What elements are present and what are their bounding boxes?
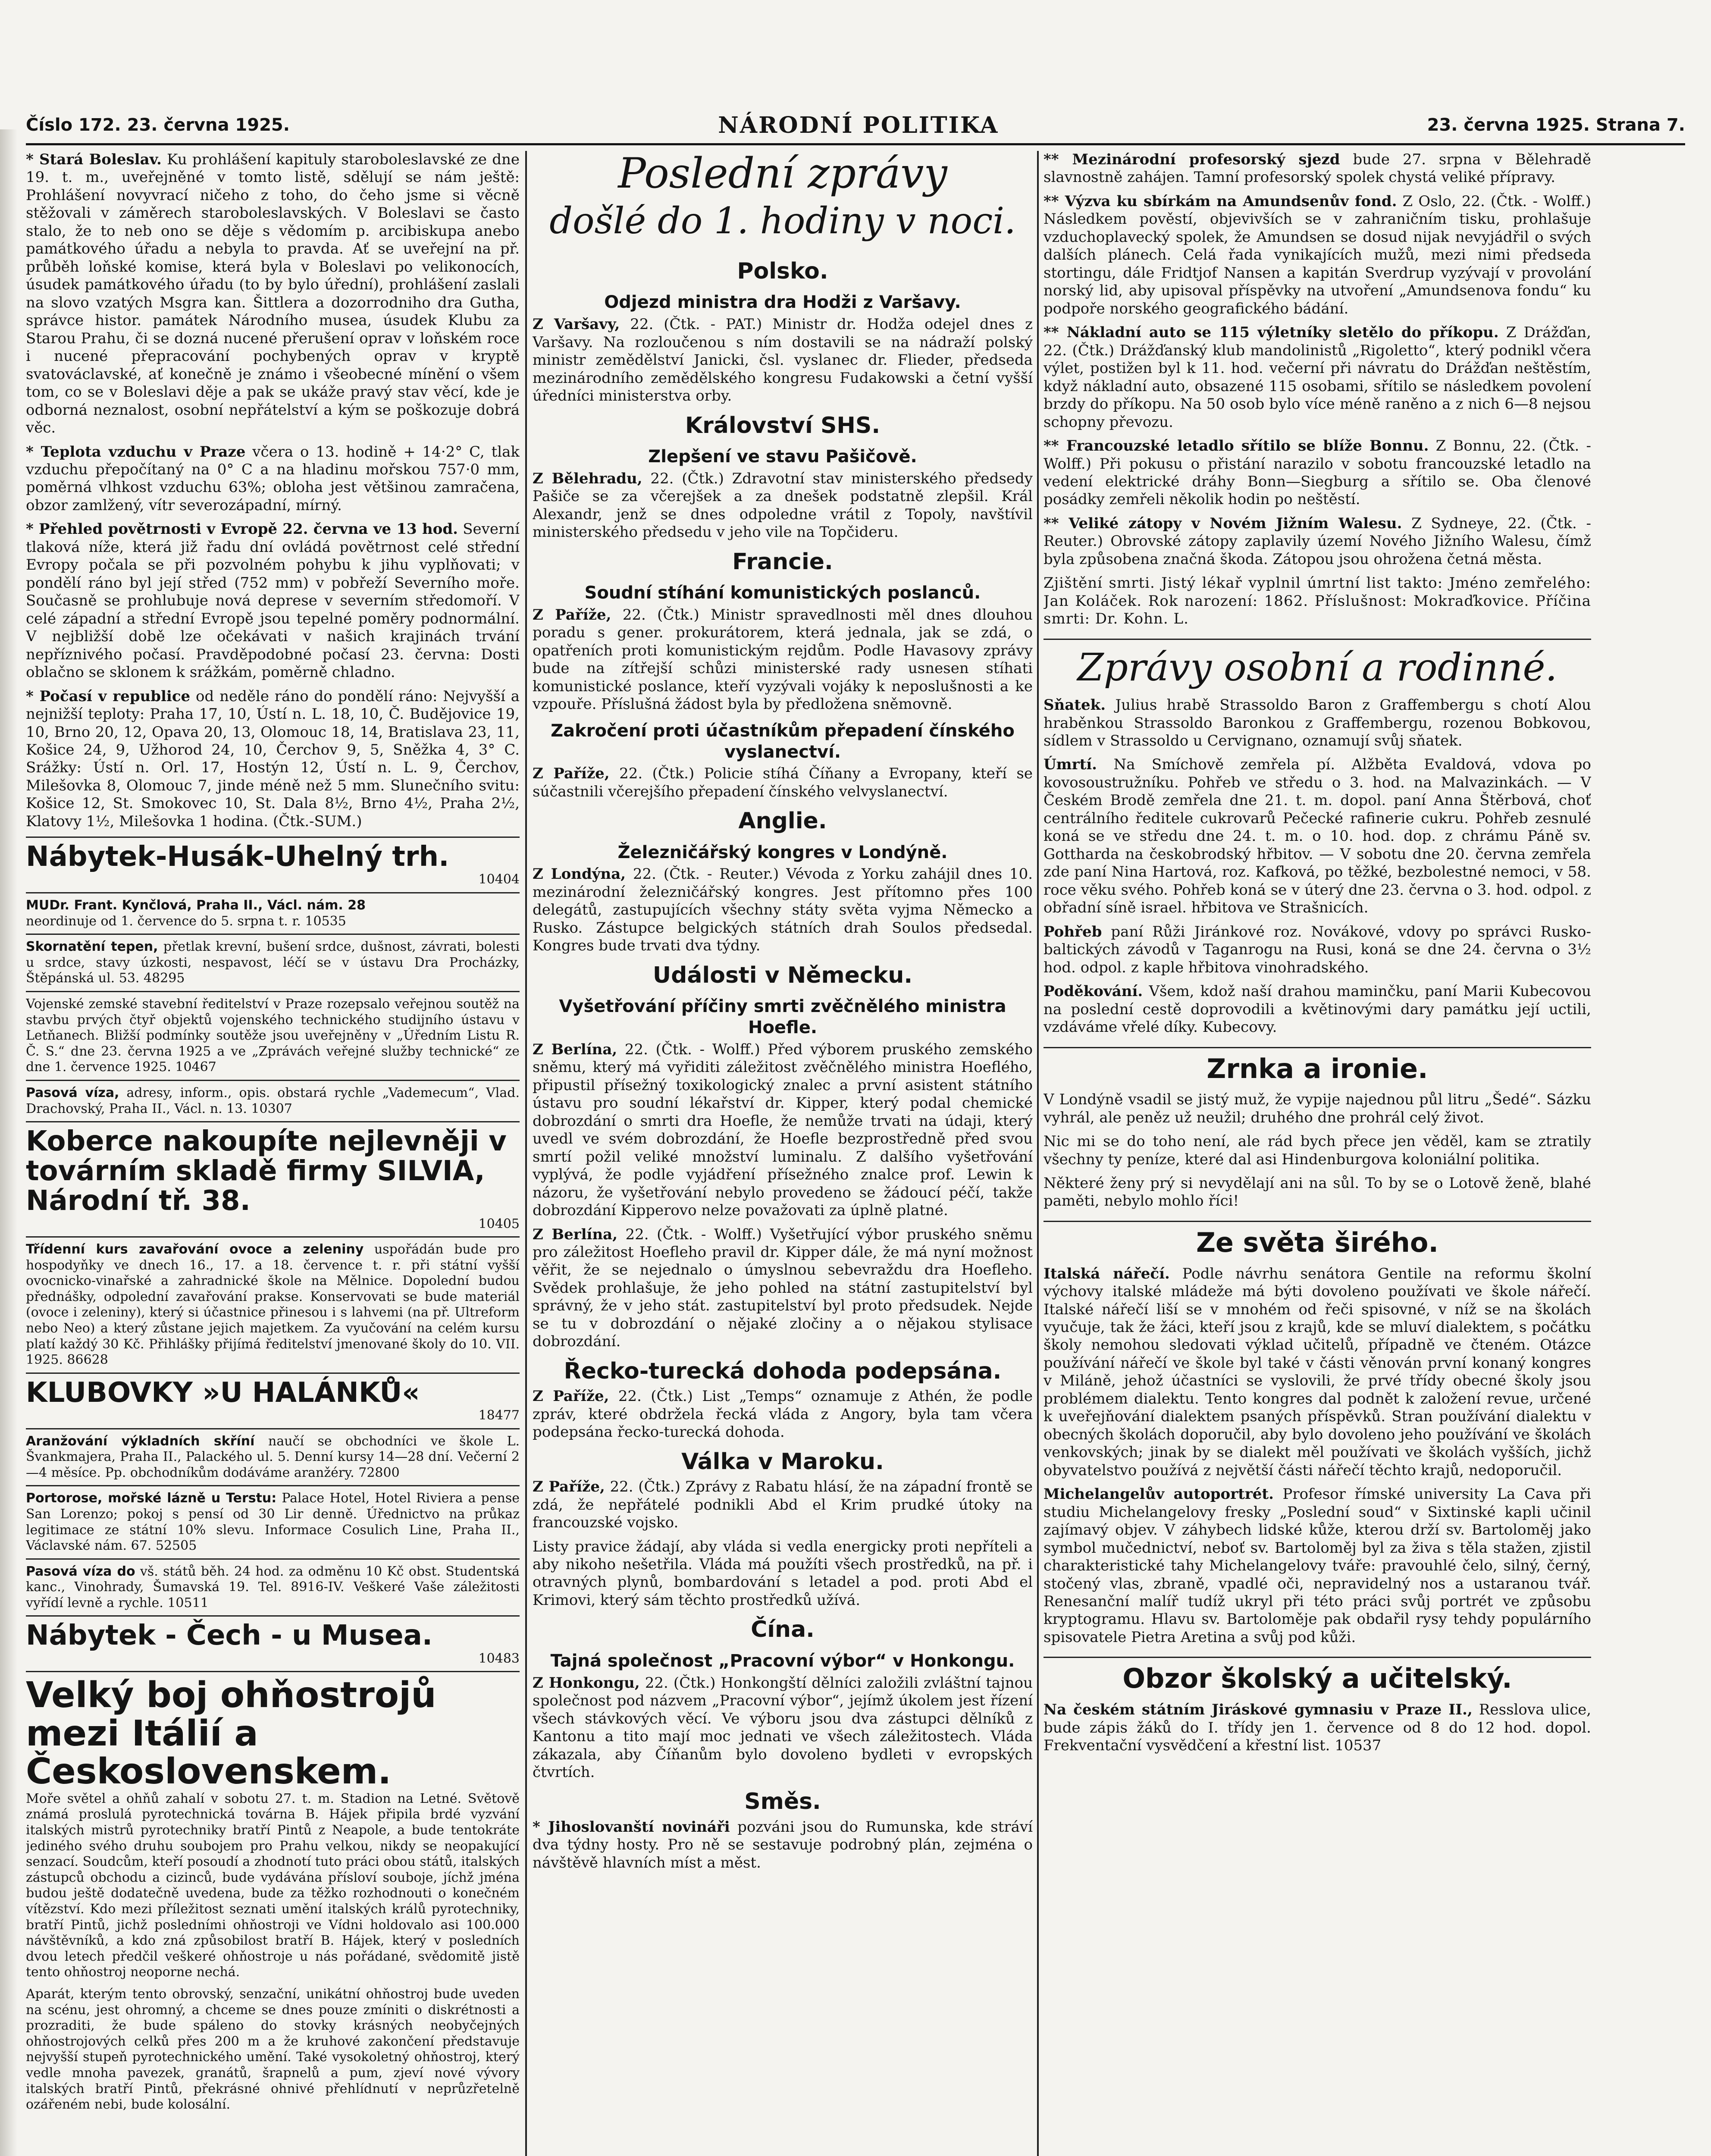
article-lead: * Přehled povětrnosti v Evropě 22. června ve 13 hod. <box>26 520 458 538</box>
country-heading: Polsko. <box>737 258 828 284</box>
article-heading: Tajná společnost „Pracovní výbor“ v Honkongu. <box>550 1651 1015 1671</box>
country-heading: Události v Německu. <box>652 962 913 988</box>
dateline: Z Honkongu, <box>533 1674 640 1692</box>
article-lead: Italská nářečí. <box>1044 1265 1170 1282</box>
ad-body: naučí se obchodníci ve škole L. Švankmajera, Praha II., Palackého ul. 5. Denní kursy 14—28 dní. Večerní 2—4 měsíce. Pp. obchodníkům dodáváme aranžéry. 72800 <box>26 1433 520 1480</box>
dateline: Z Londýna, <box>533 865 626 883</box>
ad-body: přetlak krevní, bušení srdce, dušnost, závrati, bolesti u srdce, stavy úzkosti, nespavost, léčí se v ústavu Dra Procházky, Štěpánská ul. 53. 48295 <box>26 939 520 986</box>
article <box>1044 923 1591 977</box>
article-body: 22. (Čtk. - PAT.) Ministr dr. Hodža odejel dnes z Varšavy. Na rozloučenou s ním dostavili se na nádraží polský ministr zemědělství Janicki, čsl. vyslanec dr. Flieder, předseda mezinárodního zemědělského kongresu Fudakowski a četní vyšší úředníci ministerstva orby. <box>533 316 1033 405</box>
column-separator <box>1037 151 1039 2156</box>
ad-headline: KLUBOVKY »U HALÁNKŮ« <box>26 1376 420 1409</box>
advertisement <box>26 1671 520 2123</box>
article <box>26 151 520 437</box>
article-body: 22. (Čtk.) Zprávy z Rabatu hlásí, že na západní frontě se zdá, že nepřátelé podnikli Abd el Krim prudké útoky na francouzské vojsko. <box>533 1478 1033 1532</box>
article-lead: * Stará Boleslav. <box>26 151 162 168</box>
article <box>1044 756 1591 917</box>
section-heading: Zrnka a ironie. <box>1044 1047 1591 1085</box>
ad-body: neordinuje od 1. července do 5. srpna t. r. 10535 <box>26 913 346 929</box>
article-heading: Soudní stíhání komunistických poslanců. <box>584 583 981 603</box>
masthead: NÁRODNÍ POLITIKA <box>718 112 999 138</box>
article-lead: * Jihoslovanští novináři <box>533 1818 730 1836</box>
article <box>533 1674 1033 1782</box>
advertisement <box>26 1236 520 1373</box>
ad-headline: Velký boj ohňostrojů mezi Itálií a Československem. <box>26 1675 436 1792</box>
article <box>1044 193 1591 318</box>
section-heading: Zprávy osobní a rodinné. <box>1044 639 1591 690</box>
ad-title: Třídenní kurs zavařování ovoce a zeleniny <box>26 1242 364 1257</box>
article-lead: ** Výzva ku sbírkám na Amundsenův fond. <box>1044 192 1397 210</box>
article-body: Severní tlaková níže, která již řadu dní ovládá povětrnost celé střední Evropy počala se při pozvolném pohybu k jihu vyplňovati; v pondělí ráno byl její střed (752 mm) v pobřeží Severního moře. Současně se prohlubuje nová deprese v severním středomoří. V celé západní a střední Evropě jsou tepelné poměry podnormální. V nejbližší době lze očekávati v našich krajinách trvání nepříznivého počasí. Pravděpodobné počasí 23. června: Dosti oblačno se sklonem k srážkám, poměrně chladno. <box>26 520 520 681</box>
ad-number: 18477 <box>478 1407 520 1423</box>
advertisement <box>26 837 520 892</box>
column-left <box>26 151 520 2156</box>
article-body: 22. (Čtk. - Wolff.) Před výborem pruského zemského sněmu, který má vyřiditi záležitost zvěčnělého ministra Hoeflého, připustil přísežný toxikologický znalec a první asistent státního ústavu pro soudní lékařství dr. Kipper, který podal chemické dobrozdání o smrti dra Hoefle, že nemůže trvati na údaji, který uvedl ve svém dobrozdání, že Hoefle bezprostředně před svou smrtí požil veliké množství luminalu. Z dalšího vyšetřování vyplývá, že podle vyjádření přísežného znalce prof. Lewin k názoru, že vyšetřování nebylo provedeno se žádoucí péčí, takže dobrozdání Kipperovo nelze považovati za úplně platné. <box>533 1040 1033 1219</box>
ad-body: Vojenské zemské stavební ředitelství v Praze rozepsalo veřejnou soutěž na stavbu prvých čtyř objektů vojenského technického studijního ústavu v Letňanech. Bližší podmínky soutěže jsou uveřejněny v „Úředním Listu R. Č. S.“ dne 23. června 1925 a ve „Zprávách veřejné služby technické“ ze dne 1. července 1925. 10467 <box>26 997 520 1075</box>
advertisement <box>26 1558 520 1616</box>
article-body: Resslova ulice, bude zápis žáků do I. třídy jen 1. července od 8 do 12 hod. dopol. Frekventační vysvědčení a křestní list. 10537 <box>1044 1701 1591 1754</box>
dateline: Z Berlína, <box>533 1225 618 1243</box>
dateline: Z Paříže, <box>533 765 610 783</box>
article <box>533 1226 1033 1351</box>
article-lead: Michelangelův autoportrét. <box>1044 1485 1274 1503</box>
ad-title: Pasová víza, <box>26 1085 119 1100</box>
article-lead: Pohřeb <box>1044 923 1102 940</box>
ad-headline: Nábytek-Husák-Uhelný trh. <box>26 841 449 873</box>
article-heading: Zlepšení ve stavu Pašičově. <box>648 447 917 467</box>
header-rule <box>26 143 1685 145</box>
article-body: Listy pravice žádají, aby vláda si vedla energicky proti nepříteli a aby nikoho nešetřila. Vláda má použíti všech prostředků, na př. i otravných plynů, bombardování s letadel a pod. proti Abd el Krimovi, který sám těchto prostředků užívá. <box>533 1538 1033 1609</box>
advertisement <box>26 892 520 934</box>
article-body: 22. (Čtk.) Zdravotní stav ministerského předsedy Pašiče se za včerejšek a za dnešek podstatně zlepšil. Král Alexandr, jenž se dnes odpoledne vrátil z Topoly, navštívil ministerského předsedu v jeho vile na Topčideru. <box>533 470 1033 541</box>
ad-body: adresy, inform., opis. obstará rychle „Vademecum“, Vlad. Drachovský, Praha II., Václ. n. 13. 10307 <box>26 1085 520 1116</box>
article <box>533 865 1033 955</box>
ad-title: MUDr. Frant. Kynčlová, Praha II., Václ. nám. 28 <box>26 898 366 913</box>
article-body: Ku prohlášení kapituly staroboleslavské ze dne 19. t. m., uveřejněné v tomto listě, sdělují se nám ještě: Prohlášení novyvrací ničeho z toho, do čeho jsme si věcně stěžovali v záměrech staroboleslavských. V Boleslavi se často stalo, že to neb ono se děje s vědomím p. arcibiskupa anebo památkového úřadu a nebyla to pravda. Ať se uveřejní na př. průběh loňské komise, která byla v Boleslavi po velikonocích, úsudek památkového úřadu (to by bylo úřední), prohlášení zaslali na slovo vzatých Msgra kan. Šittlera a dozorrodniho dra Gutha, správce histor. památek Národního musea, úsudek Klubu za Starou Prahu, či se dozná nucené přerušení oprav v loňském roce i nucené přepracování pochybených oprav v kryptě svatováclavské, ať konečně je známo i všeobecné mínění o všem tom, co se v Boleslavi děje a pak se ukáže pravý stav věcí, kde je odborná neznalost, osobní nepřátelství a kým se poškozuje dobrá věc. <box>26 151 520 437</box>
article <box>26 443 520 515</box>
article-heading: Odjezd ministra dra Hodži z Varšavy. <box>604 292 961 313</box>
article-body: Z Bonnu, 22. (Čtk. - Wolff.) Při pokusu o přistání narazilo v sobotu francouzské letadlo na vedení elektrické dráhy Bonn—Siegburg a sřítilo se. Oba členové posádky zemřeli několik hodin po neštěstí. <box>1044 437 1591 508</box>
country-heading: Království SHS. <box>685 412 881 439</box>
article <box>26 520 520 681</box>
article <box>533 1478 1033 1532</box>
ad-headline: Nábytek - Čech - u Musea. <box>26 1620 433 1652</box>
ad-headline: Koberce nakoupíte nejlevněji v továrním skladě firmy SILVIA, Národní tř. 38. <box>26 1125 507 1217</box>
article-body: včera o 13. hodině + 14·2° C, tlak vzduchu přepočítaný na 0° C a na hladinu mořskou 757·0 mm, poměrná vlhkost vzduchu 63%; obloha jest většinou zamračena, obzor zamlžený, vítr severozápadní, mírný. <box>26 443 520 514</box>
article <box>533 606 1033 714</box>
advertisement <box>26 1615 520 1671</box>
country-heading: Anglie. <box>738 808 827 834</box>
article-body: bude 27. srpna v Bělehradě slavnostně zahájen. Tamní profesorský spolek chystá veliké přípravy. <box>1044 151 1591 186</box>
article <box>533 1041 1033 1220</box>
country-heading: Směs. <box>744 1789 821 1815</box>
article-body: Zjištění smrti. Jistý lékař vyplnil úmrtní list takto: Jméno zemřelého: Jan Koláček. Rok narození: 1862. Příslušnost: Mokraďkovice. Příčina smrti: Dr. Kohn. L. <box>1044 574 1591 628</box>
article <box>26 688 520 831</box>
ad-body: Palace Hotel, Hotel Riviera a pense San Lorenzo; pokoj s pensí od 30 Lir denně. Úřednictvo na průkaz legitimace ze státní 10% slevu. Informace Cosulich Line, Praha II., Václavské nám. 67. 52505 <box>26 1491 520 1554</box>
article-lead: Úmrtí. <box>1044 756 1097 774</box>
article-body: 22. (Čtk.) Policie stíhá Číňany a Evropany, kteří se súčastnili včerejšího přepadení čínského velvyslanectví. <box>533 765 1033 800</box>
article-heading: Železničářský kongres v Londýně. <box>617 842 948 862</box>
header-right: 23. června 1925. Strana 7. <box>1427 115 1685 135</box>
article <box>533 316 1033 405</box>
dateline: Z Berlína, <box>533 1040 617 1058</box>
country-heading: Francie. <box>732 548 833 575</box>
article <box>1044 696 1591 750</box>
ad-title: Pasová víza do <box>26 1564 135 1579</box>
column-middle <box>533 151 1033 2156</box>
dateline: Z Varšavy, <box>533 316 620 333</box>
article-lead: * Teplota vzduchu v Praze <box>26 443 246 461</box>
article-body: Nic mi se do toho není, ale rád bych přece jen věděl, kam se ztratily všechny ty peníze, které dal asi Hindenburgova koloniální politika. <box>1044 1133 1591 1168</box>
dateline: Z Bělehradu, <box>533 470 642 487</box>
article <box>1044 515 1591 568</box>
article-body: Z Oslo, 22. (Čtk. - Wolff.) Následkem pověstí, objevivších se v zahraničním tisku, prohlašuje vzduchoplavecký spolek, že Amundsen se dosud nijak nevyjádřil o svých dalších plánech. Celá řada vynikajících mužů, mezi nimi předseda stortingu, dále Fridtjof Nansen a kapitán Sverdrup vyzývají v provolání norský lid, aby upisoval příspěvky na utvoření „Amundsenova fondu“ ku podpoře norského geografického bádání. <box>1044 192 1591 317</box>
article-body: V Londýně vsadil se jistý muž, že vypije najednou půl litru „Šedé“. Sázku vyhrál, ale peněz už neužil; druhého dne prohrál celý život. <box>1044 1091 1591 1126</box>
article-heading: Zakročení proti účastníkům přepadení čínského vyslanectví. <box>551 721 1015 762</box>
article-body: 22. (Čtk.) List „Temps“ oznamuje z Athén, že podle zpráv, které obdržela řecká vláda z Angory, byla tam včera podepsána řecko-turecká dohoda. <box>533 1388 1033 1441</box>
dateline: Z Paříže, <box>533 606 611 624</box>
advertisement <box>26 1080 520 1121</box>
article <box>533 1388 1033 1441</box>
article-body: pozváni jsou do Rumunska, kde stráví dva týdny hosty. Pro ně se sestavuje podrobný plán, zejména o návštěvě hlavních míst a měst. <box>533 1818 1033 1871</box>
page-header <box>26 110 1685 140</box>
ad-body: Moře světel a ohňů zahalí v sobotu 27. t. m. Stadion na Letné. Světově známá proslulá pyrotechnická továrna B. Hájek připila brdé vyzvání italských mistrů pyrotechniky bratří Pintů z Neapole, a bude tentokráte jediného svého druhu soubojem pro Prahu velkou, nikdy se neopakující senzací. Soudcům, kteří posoudí a zhodnotí tuto práci obou států, italských zástupců obchodu a cizinců, bude vydávána přísloví souboje, jíchž jména budou ještě dodatečně uvedena, bude za těžko rozhodnouti o konečném vítězství. Kdo mezi příležitost seznati umění italských králů pyrotechniky, bratří Pintů, jichž posledními ohňostroji ve Vídni holdovalo asi 100.000 návštěvníků, a kdo zná způsobilost bratří B. Hájek, který v posledních dvou letech předčil veškeré ohňostroje u nás pořádané, svědomitě jistě tento ohňostroj neoporne nechá. <box>26 1791 520 1980</box>
article <box>533 470 1033 542</box>
section-title: Poslední zprávy <box>618 151 947 197</box>
header-left: Číslo 172. 23. června 1925. <box>26 115 290 135</box>
article-lead: ** Nákladní auto se 115 výletníky sletělo do příkopu. <box>1044 324 1499 342</box>
article-heading: Vyšetřování příčiny smrti zvěčnělého ministra Hoefle. <box>559 997 1006 1038</box>
article-body: 22. (Čtk.) Honkongští dělníci založili zvláštní tajnou společnost pod názvem „Pracovní výbor“, jejímž úkolem jest řízení všech stávkových věcí. Ve výboru jsou dva zástupci dělníků z Kantonu a tito mají moc jednati ve všech záležitostech. Vláda zákazala, aby Číňanům bylo dovoleno bydleti v evropských čtvrtích. <box>533 1674 1033 1781</box>
article <box>1044 1485 1591 1646</box>
article-body: 22. (Čtk. - Reuter.) Vévoda z Yorku zahájil dnes 10. mezinárodní železničářský kongres. Jest přítomno přes 100 delegátů, zastupujících všechny státy světa vyjma Německo a Rusko. Zástupce belgických státních drah Soulos předsedal. Kongres bude trvati dva týdny. <box>533 865 1033 955</box>
article-body: od neděle ráno do pondělí ráno: Nejvyšší a nejnižší teploty: Praha 17, 10, Ústí n. L. 18, 10, Č. Budějovice 19, 10, Brno 20, 12, Opava 20, 13, Olomouc 18, 14, Bratislava 23, 11, Košice 24, 9, Užhorod 24, 10, Čerchov 9, 5, Sněžka 4, 3° C. Srážky: Ústí n. Orl. 17, Hostýn 12, Ústí n. L. 9, Čerchov, Milešovka 8, Olomouc 7, jinde méně než 5 mm. Slunečního svitu: Košice 12, St. Smokovec 10, St. Dala 8½, Brno 4½, Praha 2½, Klatovy 1½, Milešovka 1 hodina. (Čtk.-SUM.) <box>26 687 520 830</box>
article <box>1044 983 1591 1036</box>
article <box>533 765 1033 801</box>
article-body: Některé ženy prý si nevydělají ani na sůl. To by se o Lotově ženě, blahé paměti, nebylo mohlo říci! <box>1044 1175 1591 1210</box>
advertisement <box>26 991 520 1080</box>
ad-body: vš. států běh. 24 hod. za odměnu 10 Kč obst. Studentská kanc., Vinohrady, Šumavská 19. Tel. 8916-IV. Veškeré Vaše záležitosti vyřídí levně a rychle. 10511 <box>26 1564 520 1611</box>
article-lead: ** Mezinárodní profesorský sjezd <box>1044 151 1340 168</box>
article-body: Podle návrhu senátora Gentile na reformu školní výchovy italské mládeže má býti dovoleno používati ve škole nářečí. Italské nářečí liší se v mnohém od řeči spisovné, v níž se na školách vyučuje, tak že žáci, kteří jsou z krajů, kde se mluví dialektem, s počátku školy nemohou sledovati výklad učitelů, případně ve čteném. Otázce používání nářečí ve škole byl také v části věnován první konaný kongres v Miláně, jehož účastníci se vyslovili, že prvé třídy obecné školy jsou problémem dialektu. Tento kongres dal podnět k založení revue, určené k uveřejňování dialektem psaných příspěvků. Stran používání dialektu v obecných školách doporučil, aby bylo dovoleno jeho používání ve školách venkovských; jinak by se dialekt měl používati ve školách vyšších, jichž obyvatelstvo používá z největší části nářečí těchto krajů, nedoporučil. <box>1044 1265 1591 1479</box>
article-body: 22. (Čtk.) Ministr spravedlnosti měl dnes dlouhou poradu s gener. prokurátorem, která jednala, jak se zdá, o opatřeních proti komunistickým rejdům. Podle Havasovy zprávy bude na zítřejší schůzi ministerské rady usnesen stíhati komunistické poslance, kteří vyzývali vojáky k neposlušnosti a ke vzpouře. Příslušná žádost byla by předložena sněmovně. <box>533 606 1033 713</box>
article-lead: Poděkování. <box>1044 983 1143 1000</box>
article <box>1044 1701 1591 1755</box>
article-body: Všem, kdož naší drahou maminčku, paní Marii Kubecovou na poslední cestě doprovodili a květinovými dary památku její uctili, vzdáváme vřelé díky. Kubecovy. <box>1044 983 1591 1036</box>
article-lead: * Počasí v republice <box>26 687 191 705</box>
article <box>1044 1265 1591 1480</box>
article <box>1044 151 1591 187</box>
column-right <box>1044 151 1591 2156</box>
article-lead: Na českém státním Jiráskové gymnasiu v Praze II., <box>1044 1701 1473 1719</box>
article <box>1044 437 1591 509</box>
article-lead: ** Francouzské letadlo sřítilo se blíže Bonnu. <box>1044 437 1429 455</box>
country-heading: Čína. <box>751 1617 815 1643</box>
page-binding-edge <box>0 129 17 2156</box>
article-body: Profesor římské university La Cava při studiu Michelangelovy fresky „Poslední soud“ v Sixtinské kapli učinil zajímavý objev. V záhybech lidské kůže, kterou drží sv. Bartoloměj jako symbol mučednictví, neboť sv. Bartoloměj byl za živa s těla stažen, zjistil charakteristické tahy Michelangelovy tváře: pravouhlé čelo, silný, černý, stočený vlas, zbraně, vpadlé oči, nepravidelný nos a ustaranou tvář. Renesanční malíř tudíž ukryl při této práci svůj portrét ve způsobu kryptogramu. Hlavu sv. Bartoloměje pak obdařil rysy tehdy populárního spisovatele Pietra Aretina a svůj pod kůži. <box>1044 1485 1591 1646</box>
dateline: Z Paříže, <box>533 1388 609 1405</box>
country-heading: Válka v Maroku. <box>681 1448 884 1475</box>
article <box>1044 324 1591 431</box>
dateline: Z Paříže, <box>533 1478 605 1496</box>
article-body: Z Sydneye, 22. (Čtk. - Reuter.) Obrovské zátopy zaplavily území Nového Jižního Walesu, čímž byla způsobena značná škoda. Zátopou jsou ohrožena četná města. <box>1044 514 1591 568</box>
section-heading: Ze světa širého. <box>1044 1221 1591 1259</box>
ad-body: Aparát, kterým tento obrovský, senzační, unikátní ohňostroj bude uveden na scénu, jest ohromný, a chceme se dnes pouze zmíniti o diskrétnosti a prozraditi, že bude spáleno do stovky krásných neobyčejných ohňostrojových celků přes 200 m a že kruhové zakončení představuje nejvyšší stupeň pyrotechnického umění. Také vysokoletný ohňostroj, který vedle mnoha pavezek, granátů, šrapnelů a pum, zjeví nové vývory italských bratří Pintů, překrásné ohnivé přehlídnutí v neprůzřetelně ozářeném nebi, bude kolosální. <box>26 1986 520 2112</box>
advertisement <box>26 1428 520 1485</box>
advertisement <box>26 934 520 991</box>
advertisement <box>26 1485 520 1558</box>
section-subtitle: došlé do 1. hodiny v noci. <box>549 199 1016 242</box>
article-body: Julius hrabě Strassoldo Baron z Graffembergu s chotí Alou hraběnkou Strassoldo Baronkou z Graffembergu, rozenou Bobkovou, sídlem v Strassoldo u Cervignano, oznamují svůj sňatek. <box>1044 696 1591 750</box>
article-body: Z Drážďan, 22. (Čtk.) Drážďanský klub mandolinistů „Rigoletto“, který podnikl včera výlet, postižen byl k 11. hod. večerní při návratu do Drážďan neštěstím, když nákladní auto, obsazené 115 osobami, sřítilo se následkem povolení brzdy do příkopu. Na 50 osob bylo více méně raněno a z nich 6—8 nejsou schopny převozu. <box>1044 324 1591 431</box>
article-body: 22. (Čtk. - Wolff.) Vyšetřující výbor pruského sněmu pro záležitost Hoefleho pravil dr. Kipper dále, že má nyní možnost věřit, že se nejednalo o úmyslnou sebevraždu dra Hoefleho. Svědek prohlašuje, že jeho pohled na státní zastupitelství byl správný, že v jeho stát. zastupitelství byl proto předsudek. Nejde se tu v dobrozdání o nějaké zločiny a o nějakou stylisace dobrozdání. <box>533 1225 1033 1351</box>
article-lead: Sňatek. <box>1044 696 1106 714</box>
advertisement <box>26 1373 520 1428</box>
ad-number: 10483 <box>478 1651 520 1666</box>
ad-body: uspořádán bude pro hospodyňky ve dnech 16., 17. a 18. července t. r. při státní vyšší ovocnicko-vinařské a zahradnické škole na Mělnice. Dopolední budou přednášky, odpolední zavařování prakse. Konservovati se bude materiál (ovoce i zeleniny), který si účastnice přinesou i s lahvemi (na př. Ultreform nebo Neo) a který zůstane jejich majetkem. Za vyučování na celém kursu platí každý 30 Kč. Přihlášky přijímá ředitelství jmenované školy do 10. VII. 1925. 86628 <box>26 1242 520 1368</box>
ad-number: 10405 <box>478 1216 520 1232</box>
ad-title: Skornatění tepen, <box>26 939 158 955</box>
article-body: Na Smíchově zemřela pí. Alžběta Evaldová, vdova po kovosoustružníku. Pohřeb ve středu o 3. hod. na Malvazinkách. — V Českém Brodě zemřela dne 21. t. m. dopol. paní Anna Štěrbová, choť centrálního ředitele cukrovarů Pečecké rafinerie cukru. Pohřeb zesnulé koná se ve středu dne 24. t. m. o 10. hod. dop. z chrámu Páně sv. Gottharda na českobrodský hřbitov. — V sobotu dne 20. června zemřela zde paní Nina Hartová, roz. Kafková, po těžké, bezbolestné nemoci, v 58. roce věku svého. Pohřeb koná se v úterý dne 23. června o 3. hod. odpol. z obřadní síně israel. hřbitova ve Strašnicích. <box>1044 756 1591 917</box>
section-heading: Obzor školský a učitelský. <box>1044 1657 1591 1695</box>
ad-number: 10404 <box>478 872 520 887</box>
article-body: paní Růži Jiránkové roz. Novákové, vdovy po správci Rusko-baltických závodů v Taganrogu na Rusi, koná se dne 24. června o 3½ hod. odpol. z kaple hřbitova vinohradského. <box>1044 923 1591 976</box>
advertisement <box>26 1121 520 1236</box>
article <box>533 1818 1033 1872</box>
ad-title: Aranžování výkladních skříní <box>26 1433 255 1449</box>
ad-title: Portorose, mořské lázně u Terstu: <box>26 1491 277 1506</box>
country-heading: Řecko-turecká dohoda podepsána. <box>564 1358 1002 1384</box>
column-separator <box>525 151 527 2156</box>
article-lead: ** Veliké zátopy v Novém Jižním Walesu. <box>1044 514 1402 532</box>
